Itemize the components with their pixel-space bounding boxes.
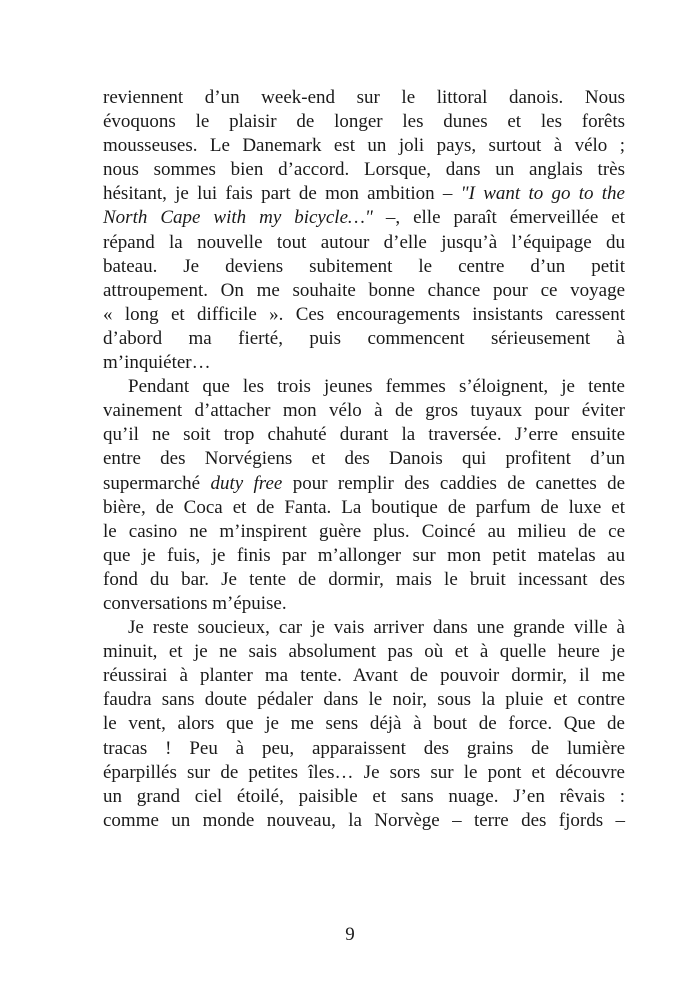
text-line xyxy=(103,206,625,230)
text-segment: d’abord ma fierté, puis commencent sérieusement à xyxy=(103,327,625,349)
text-segment: reviennent d’un week-end sur le littoral danois. Nous xyxy=(103,87,625,108)
text-segment: qu’il ne soit trop chahuté durant la traversée. J’erre ensuite xyxy=(103,424,625,446)
text-line xyxy=(103,712,625,736)
text-segment: nous sommes bien d’accord. Lorsque, dans un anglais très xyxy=(103,159,625,181)
text-segment: le casino ne m’inspirent guère plus. Coincé au milieu de ce xyxy=(103,520,625,542)
text-segment: supermarché xyxy=(103,472,211,494)
text-line xyxy=(103,375,625,399)
text-segment: un grand ciel étoilé, paisible et sans nuage. J’en rêvais : xyxy=(103,785,625,807)
text-segment: attroupement. On me souhaite bonne chance pour ce voyage xyxy=(103,279,625,301)
text-line xyxy=(103,158,625,182)
text-line xyxy=(103,447,625,471)
text-line xyxy=(103,327,625,351)
text-segment: réussirai à planter ma tente. Avant de pouvoir dormir, il me xyxy=(103,665,625,687)
text-line xyxy=(103,520,625,544)
text-segment: Pendant que les trois jeunes femmes s’éloignent, je tente xyxy=(128,376,625,398)
text-segment: mousseuses. Le Danemark est un joli pays, surtout à vélo ; xyxy=(103,135,625,157)
text-line xyxy=(103,303,625,327)
text-segment: bière, de Coca et de Fanta. La boutique de parfum de luxe et xyxy=(103,496,625,518)
text-line xyxy=(103,110,625,134)
text-segment: m’inquiéter… xyxy=(103,352,211,374)
text-line xyxy=(103,737,625,761)
text-line xyxy=(103,255,625,279)
text-segment: minuit, et je ne sais absolument pas où et à quelle heure je xyxy=(103,641,625,663)
text-segment: –, elle paraît émerveillée et xyxy=(372,207,625,229)
text-segment: entre des Norvégiens et des Danois qui profitent d’un xyxy=(103,448,625,470)
text-line xyxy=(103,182,625,206)
text-line xyxy=(103,231,625,255)
text-line xyxy=(103,640,625,664)
text-segment: « long et difficile ». Ces encouragements insistants caressent xyxy=(103,303,625,325)
text-line xyxy=(103,496,625,520)
page-body-text xyxy=(103,86,625,833)
italic-text: North Cape with my bicycle…" xyxy=(103,207,373,229)
text-segment: fond du bar. Je tente de dormir, mais le bruit incessant des xyxy=(103,568,625,590)
text-segment: que je fuis, je finis par m’allonger sur mon petit matelas au xyxy=(103,544,625,566)
text-line xyxy=(103,785,625,809)
text-segment: hésitant, je lui fais part de mon ambition – xyxy=(103,183,461,205)
text-segment: bateau. Je deviens subitement le centre d’un petit xyxy=(103,255,625,277)
paragraph xyxy=(103,616,625,833)
text-line xyxy=(103,809,625,833)
text-segment: répand la nouvelle tout autour d’elle jusqu’à l’équipage du xyxy=(103,231,625,253)
text-line xyxy=(103,568,625,592)
page-number: 9 xyxy=(345,924,355,945)
text-segment: tracas ! Peu à peu, apparaissent des grains de lumière xyxy=(103,737,625,759)
text-line xyxy=(103,86,625,110)
text-line xyxy=(103,423,625,447)
text-segment: conversations m’épuise. xyxy=(103,592,287,614)
text-line xyxy=(103,592,625,616)
text-segment: le vent, alors que je me sens déjà à bout de force. Que de xyxy=(103,713,625,735)
paragraph xyxy=(103,86,625,375)
text-segment: pour remplir des caddies de canettes de xyxy=(282,472,626,494)
text-segment: faudra sans doute pédaler dans le noir, sous la pluie et contre xyxy=(103,689,625,711)
italic-text: "I want to go to the xyxy=(460,183,625,205)
text-segment: évoquons le plaisir de longer les dunes et les forêts xyxy=(103,111,625,133)
text-line xyxy=(103,134,625,158)
text-line xyxy=(103,761,625,785)
paragraph xyxy=(103,375,625,616)
italic-text: duty free xyxy=(210,472,283,494)
text-line xyxy=(103,544,625,568)
text-line xyxy=(103,351,625,375)
text-segment: éparpillés sur de petites îles… Je sors sur le pont et découvre xyxy=(103,761,625,783)
text-line xyxy=(103,399,625,423)
text-line xyxy=(103,616,625,640)
text-line xyxy=(103,664,625,688)
text-segment: comme un monde nouveau, la Norvège – terre des fjords – xyxy=(103,809,625,831)
text-segment: Je reste soucieux, car je vais arriver dans une grande ville à xyxy=(128,617,625,639)
text-line xyxy=(103,688,625,712)
text-line xyxy=(103,279,625,303)
text-segment: vainement d’attacher mon vélo à de gros tuyaux pour éviter xyxy=(103,400,625,422)
text-line xyxy=(103,472,625,496)
